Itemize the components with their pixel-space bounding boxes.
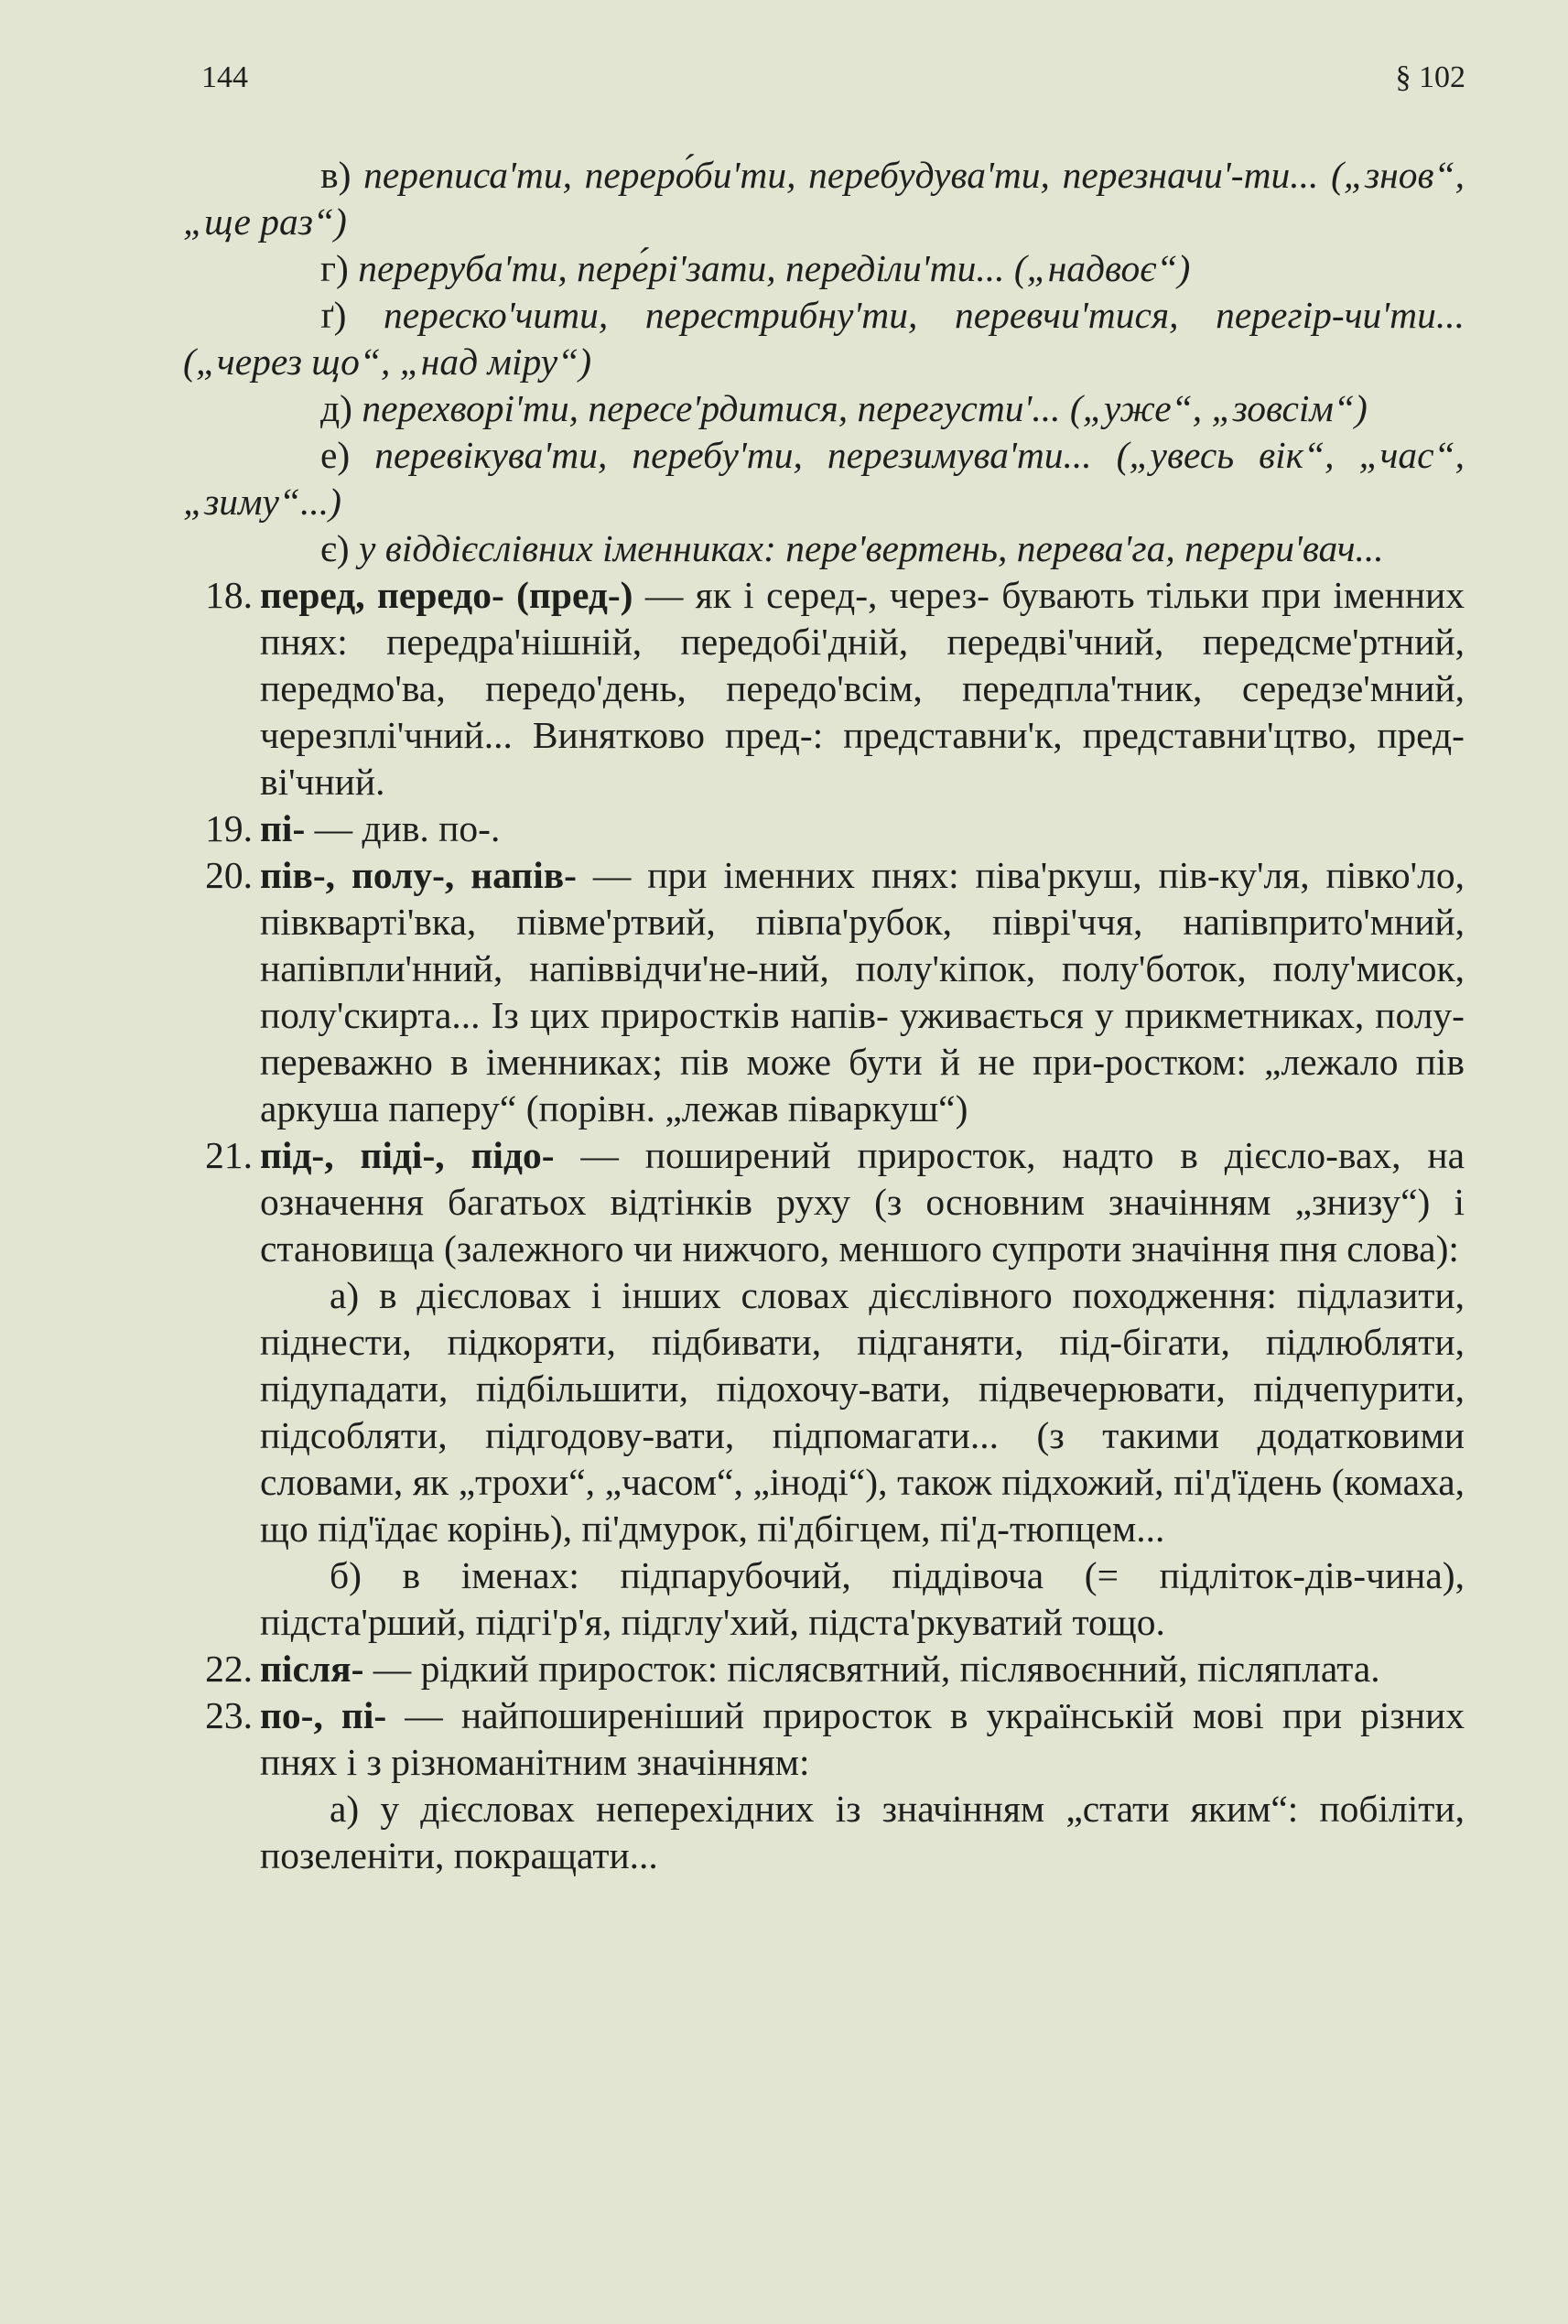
item-text: у дієсловах неперехідних із значінням „стати яким“: побіліти, позеленіти, покращати...: [260, 1788, 1465, 1876]
item-number: 20.: [205, 854, 253, 896]
subitem-label: а): [330, 1274, 360, 1316]
numbered-item: [183, 1646, 1465, 1692]
item-number: 19.: [205, 807, 253, 849]
item-text: — поширений приросток, надто в дієсло-вах, на означення багатьох відтінків руху (з основним значінням „знизу“) і становища (залежного чи нижчого, меншого супроти значіння пня слова):: [260, 1134, 1465, 1270]
item-number: 18.: [205, 574, 253, 616]
subitem: [183, 432, 1465, 525]
subitem: [183, 292, 1465, 385]
item-text: в дієсловах і інших словах дієслівного походження: підлазити, піднести, підкоряти, підбивати, підганяти, під-бігати, підлюбляти, підупадати, підбільшити, підохочу-вати, підвечерювати, підчепурити, підсобляти, підгодову-вати, підпомагати... (з такими додатковими словами, як „трохи“, „часом“, „іноді“), також підхожий, пі'д'їдень (комаха, що під'їдає корінь), пі'дмурок, пі'дбігцем, пі'д-тюпцем...: [260, 1274, 1465, 1550]
subitem-label: б): [330, 1554, 362, 1596]
subitem-label: д): [320, 387, 362, 429]
numbered-item: [183, 1132, 1465, 1272]
subitem-label: г): [320, 247, 359, 289]
item-number: 21.: [205, 1134, 253, 1176]
numbered-item: [183, 805, 1465, 852]
subitem: [183, 152, 1465, 245]
item-prefix: по-, пі-: [260, 1694, 387, 1736]
subitem: [183, 525, 1465, 572]
item-text: — при іменних пнях: піва'ркуш, пів-ку'ля, півко'ло, півкварті'вка, півме'ртвий, півпа'рубок, піврі'ччя, напівприто'мний, напівпли'нний, напіввідчи'не-ний, полу'кіпок, полу'боток, полу'мисок, полу'скирта... Із цих приростків напів- уживається у прикметниках, полу- переважно в іменниках; пів може бути й не при-ростком: „лежало пів аркуша паперу“ (порівн. „лежав піваркуш“): [260, 854, 1465, 1130]
subitem-label: ґ): [320, 294, 384, 336]
numbered-subitem: [183, 1786, 1465, 1879]
subitem-label: а): [330, 1788, 360, 1830]
item-text: — найпоширеніший приросток в українській мові при різних пнях і з різноманітним значінням:: [260, 1694, 1465, 1783]
item-prefix: під-, піді-, підо-: [260, 1134, 555, 1176]
item-number: 23.: [205, 1694, 253, 1736]
item-number: 22.: [205, 1648, 253, 1690]
subitem-text: переписа'ти, переро́би'ти, перебудува'ти, перезначи'-ти... („знов“, „ще раз“): [183, 154, 1465, 243]
subitem-label: в): [320, 154, 364, 196]
subitem: [183, 385, 1465, 432]
item-prefix: перед, передо- (пред-): [260, 574, 633, 616]
numbered-item: [183, 852, 1465, 1132]
subitem-list: [183, 152, 1465, 572]
item-prefix: пі-: [260, 807, 306, 849]
subitem-text: перевікува'ти, перебу'ти, перезимува'ти... („увесь вік“, „час“, „зиму“...): [183, 434, 1465, 523]
numbered-item: [183, 572, 1465, 805]
numbered-subitem: [183, 1552, 1465, 1646]
subitem-text: переруба'ти, пере́рі'зати, переділи'ти... („надвоє“): [358, 247, 1191, 289]
item-text: — див. по-.: [314, 807, 501, 849]
numbered-list: [183, 572, 1465, 1879]
subitem-label: е): [320, 434, 375, 476]
subitem: [183, 245, 1465, 292]
numbered-item: [183, 1692, 1465, 1786]
page-body: [183, 152, 1465, 1879]
subitem-text: перехворі'ти, пересе'рдитися, перегусти'... („уже“, „зовсім“): [362, 387, 1368, 429]
item-text: в іменах: підпарубочий, піддівоча (= підліток-дів-чина), підста'рший, підгі'р'я, підглу'хий, підста'ркуватий тощо.: [260, 1554, 1465, 1643]
item-text: — як і серед-, через- бувають тільки при іменних пнях: передра'нішній, передобі'дній, передві'чний, передсме'ртний, передмо'ва, передо'день, передо'всім, передпла'тник, середзе'мний, черезплі'чний... Винятково пред-: представни'к, представни'цтво, пред-ві'чний.: [260, 574, 1465, 803]
subitem-label: є): [320, 527, 360, 569]
numbered-subitem: [183, 1272, 1465, 1552]
item-text: — рідкий приросток: післясвятний, післявоєнний, післяплата.: [373, 1648, 1380, 1690]
item-prefix: пів-, полу-, напів-: [260, 854, 577, 896]
item-prefix: після-: [260, 1648, 364, 1690]
section-number: § 102: [1395, 60, 1465, 94]
subitem-text: переско'чити, перестрибну'ти, перевчи'тися, перегір-чи'ти... („через що“, „над міру“): [183, 294, 1465, 383]
subitem-text: у віддієслівних іменниках: пере'вертень, перева'га, перери'вач...: [359, 527, 1384, 569]
page-header: [201, 60, 1465, 95]
page-number: 144: [201, 60, 248, 94]
